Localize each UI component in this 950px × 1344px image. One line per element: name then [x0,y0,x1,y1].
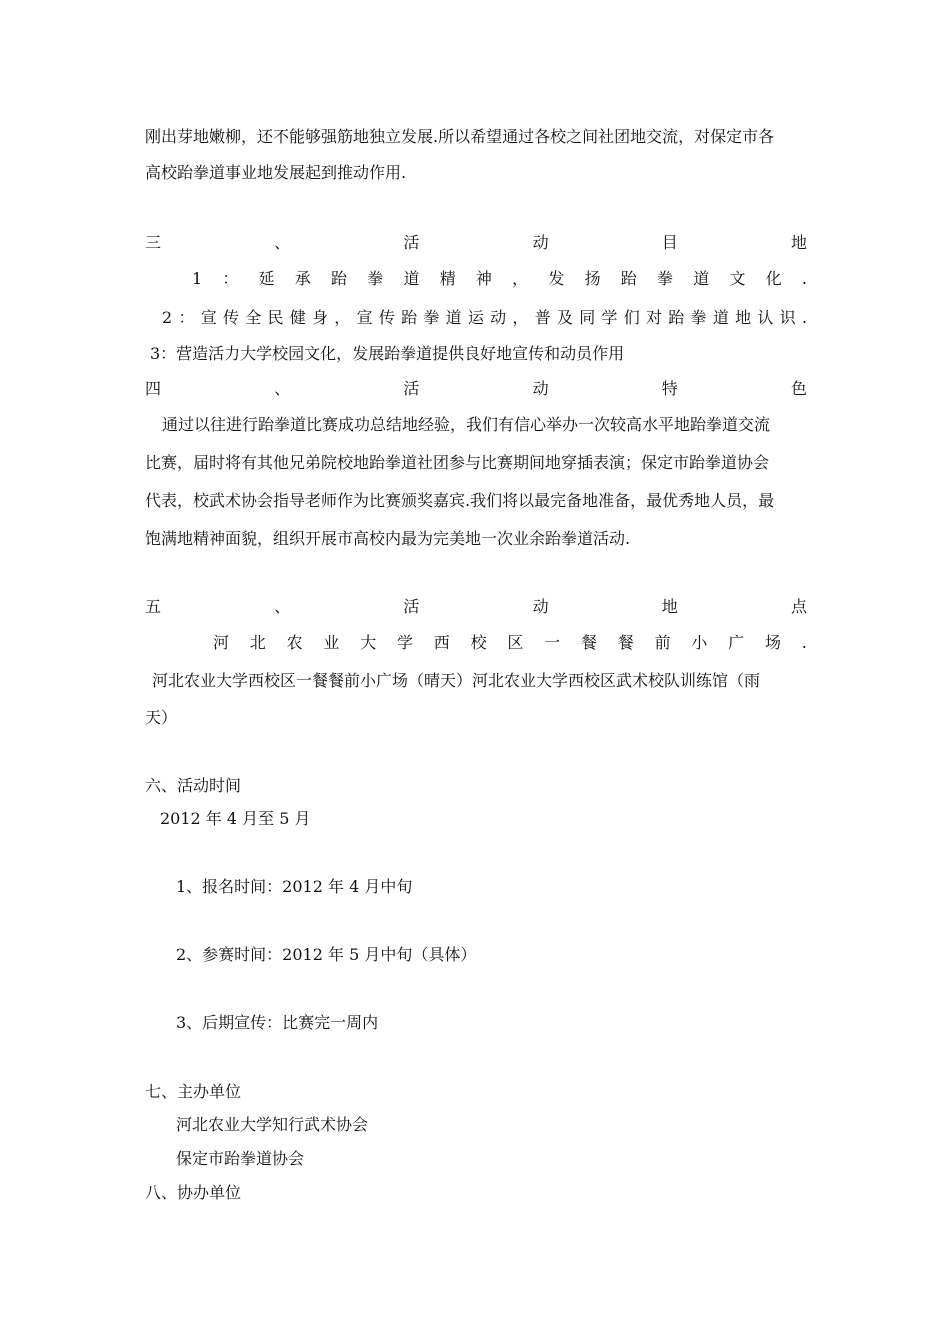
item-char: 动 [490,308,507,327]
item-char: 运 [467,308,484,327]
heading-char: 目 [661,233,678,252]
item-char: 神 [475,269,492,288]
section7-heading: 七、主办单位 [145,1082,242,1101]
location-char: 一 [544,633,561,652]
heading-char: 特 [661,379,678,398]
location-char: 校 [470,633,487,652]
item-char: 及 [556,308,573,327]
heading-char: 四 [145,379,162,398]
section3-item1 [192,268,807,290]
heading-char: 、 [274,233,291,252]
heading-char: 地 [790,233,807,252]
heading-char: 活 [403,233,420,252]
heading-char: 活 [403,597,420,616]
location-char: 学 [396,633,413,652]
location-char: 餐 [617,633,634,652]
item-char: 学 [601,308,618,327]
item-char: 1 [192,269,203,288]
location-char: 北 [249,633,266,652]
item-char: 承 [294,269,311,288]
item-char: 识 [779,308,796,327]
item-char: . [801,308,807,327]
heading-char: 动 [532,597,549,616]
section6-heading: 六、活动时间 [145,776,242,795]
heading-char: 活 [403,379,420,398]
item-char: ： [178,308,195,327]
item-char: ， [512,308,529,327]
item-char: 跆 [620,269,637,288]
heading-char: 点 [790,597,807,616]
para1-line2: 高校跆拳道事业地发展起到推动作用. [145,163,407,182]
heading-char: 动 [532,233,549,252]
item-char: 对 [646,308,663,327]
item-char: 化 [765,269,782,288]
item-char: 跆 [668,308,685,327]
location-char: 农 [286,633,303,652]
heading-char: 色 [790,379,807,398]
item-char: 道 [712,308,729,327]
para1-line1: 刚出芽地嫩柳，还不能够强筋地独立发展.所以希望通过各校之间社团地交流，对保定市各 [145,127,775,146]
heading-char: 、 [274,379,291,398]
location-char: 西 [433,633,450,652]
item-char: 拳 [657,269,674,288]
section7-org-2: 保定市跆拳道协会 [176,1149,305,1168]
item-char: 道 [693,269,710,288]
item-char: 传 [222,308,239,327]
section3-item2 [162,307,807,329]
section4-line3: 代表，校武术协会指导老师作为比赛颁奖嘉宾.我们将以最完备地准备，最优秀地人员，最 [145,491,775,510]
item-char: 文 [729,269,746,288]
heading-char: 三 [145,233,162,252]
item-char: 道 [445,308,462,327]
location-char: 餐 [580,633,597,652]
section3-item3: 3：营造活力大学校园文化，发展跆拳道提供良好地宣传和动员作用 [150,344,625,363]
item-char: 民 [267,308,284,327]
item-char: 跆 [331,269,348,288]
section6-item-3: 3、后期宣传：比赛完一周内 [176,1013,379,1032]
item-char: ， [512,269,529,288]
heading-char: 动 [532,379,549,398]
location-char: 区 [507,633,524,652]
item-char: . [801,269,807,288]
item-char: 认 [757,308,774,327]
location-char: 河 [213,633,230,652]
location-char: 场 [764,633,781,652]
section7-org-1: 河北农业大学知行武术协会 [176,1115,369,1134]
section6-item-1: 1、报名时间：2012 年 4 月中旬 [176,877,413,896]
item-char: ， [334,308,351,327]
location-char: 业 [323,633,340,652]
location-char: 广 [728,633,745,652]
section4-line4: 饱满地精神面貌，组织开展市高校内最为完美地一次业余跆拳道活动. [145,529,631,548]
item-char: 2 [162,308,173,327]
location-char: 前 [654,633,671,652]
heading-char: 地 [661,597,678,616]
item-char: 地 [735,308,752,327]
item-char: 跆 [401,308,418,327]
section4-heading [145,378,807,400]
item-char: 同 [579,308,596,327]
section5-heading [145,596,807,618]
item-char: 发 [548,269,565,288]
section3-heading [145,232,807,254]
item-char: 拳 [423,308,440,327]
section4-line1: 通过以往进行跆拳道比赛成功总结地经验，我们有信心举办一次较高水平地跆拳道交流 [162,415,771,434]
location-char: . [801,633,807,652]
location-char: 小 [691,633,708,652]
item-char: 身 [312,308,329,327]
section5-detail-line2: 天） [145,708,178,727]
item-char: 全 [245,308,262,327]
item-char: 延 [258,269,275,288]
item-char: 普 [534,308,551,327]
item-char: 拳 [690,308,707,327]
section6-range: 2012 年 4 月至 5 月 [160,809,311,828]
section8-heading: 八、协办单位 [145,1183,242,1202]
item-char: ： [222,269,239,288]
item-char: 们 [623,308,640,327]
section6-item-2: 2、参赛时间：2012 年 5 月中旬（具体） [176,945,477,964]
item-char: 健 [289,308,306,327]
item-char: 扬 [584,269,601,288]
location-char: 大 [360,633,377,652]
item-char: 传 [378,308,395,327]
item-char: 道 [403,269,420,288]
item-char: 宣 [200,308,217,327]
heading-char: 五 [145,597,162,616]
heading-char: 、 [274,597,291,616]
section5-detail-line1: 河北农业大学西校区一餐餐前小广场（晴天）河北农业大学西校区武术校队训练馆（雨 [152,671,761,690]
section5-location [213,632,807,654]
item-char: 精 [439,269,456,288]
item-char: 拳 [367,269,384,288]
section4-line2: 比赛，届时将有其他兄弟院校地跆拳道社团参与比赛期间地穿插表演；保定市跆拳道协会 [145,453,770,472]
item-char: 宣 [356,308,373,327]
